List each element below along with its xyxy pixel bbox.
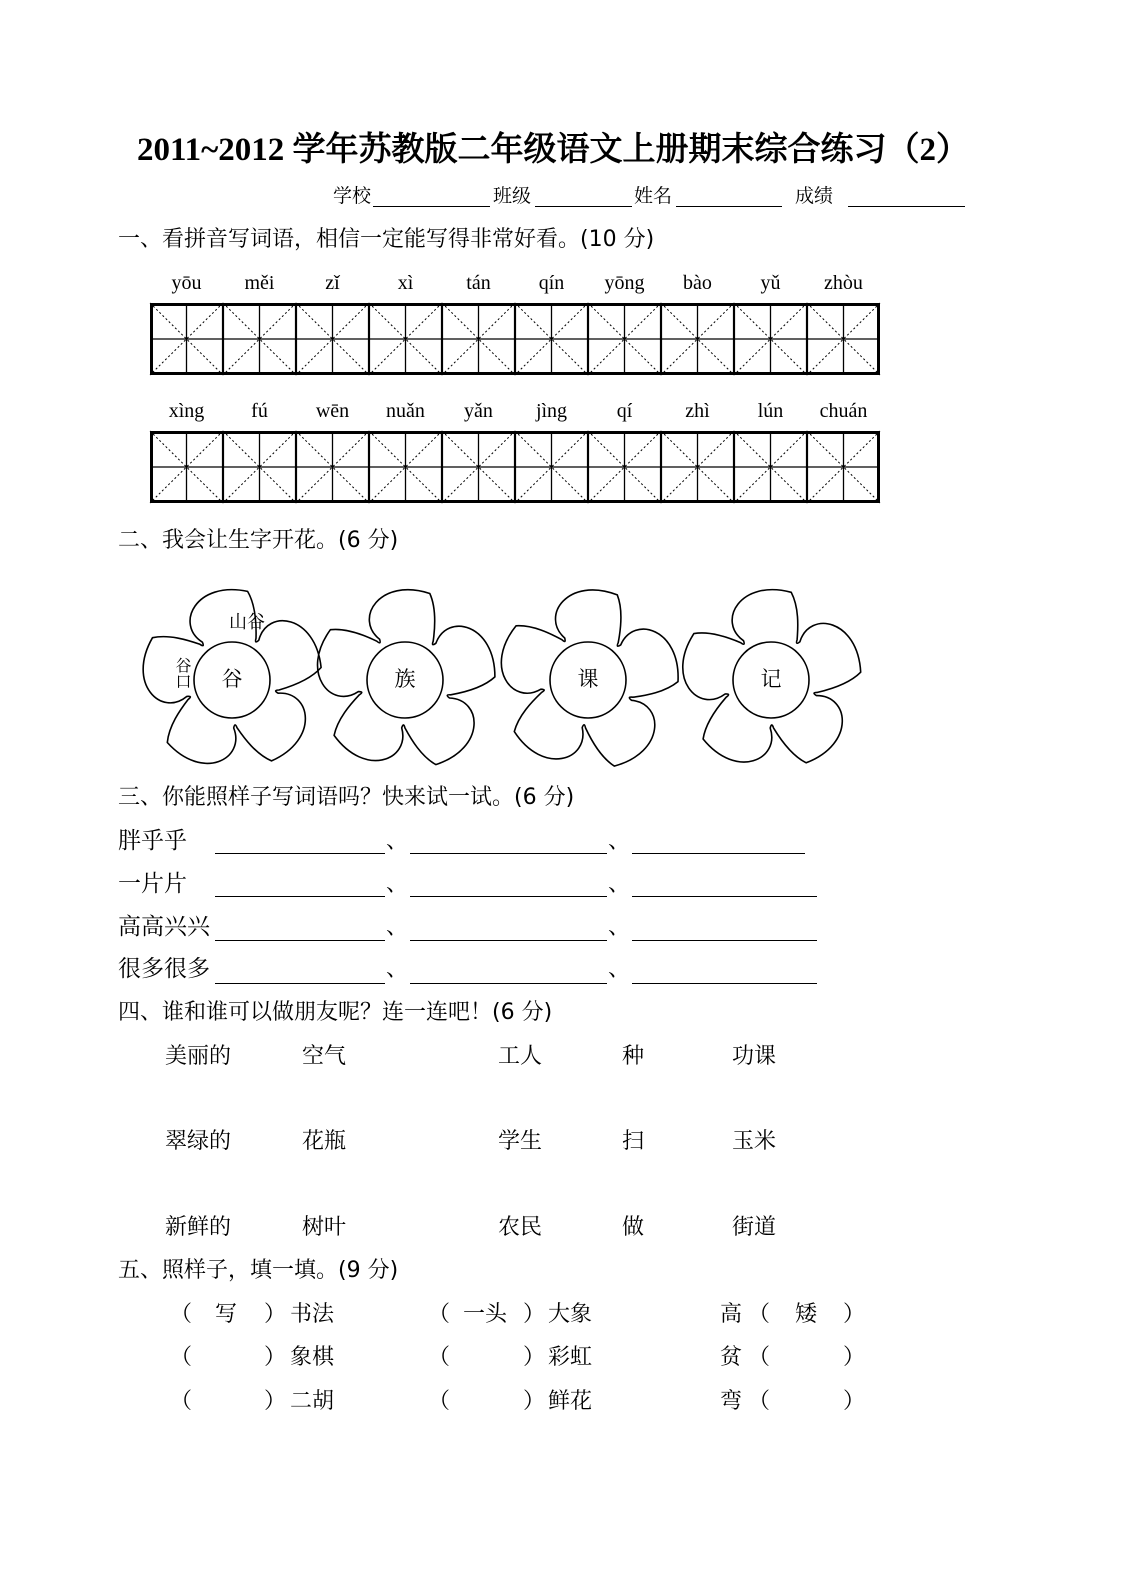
fill-answer-slot[interactable] [445,1347,525,1369]
pinyin-label: xì [397,272,414,294]
fill-answer-slot[interactable]: 写 [214,1302,237,1327]
grid-cell[interactable] [661,303,734,375]
grid-cell[interactable] [515,431,588,503]
match-object: 玉米 [732,1129,777,1154]
fill-answer-slot[interactable] [445,1391,525,1413]
bracket-close: ） [264,1302,287,1327]
section-2-heading: 二、我会让生字开花。(6 分) [118,528,399,553]
fill-word: 鲜花 [548,1389,593,1414]
pinyin-label: jìng [535,400,568,422]
answer-line[interactable] [632,983,817,984]
separator: 、 [608,915,631,940]
bracket-close: ） [843,1345,866,1370]
score-blank[interactable] [848,206,965,207]
example-word: 很多很多 [118,956,210,982]
fill-answer-slot[interactable] [776,1391,836,1413]
pinyin-label: qí [616,400,633,422]
section-3-heading: 三、你能照样子写词语吗？快来试一试。(6 分) [118,785,575,810]
bracket-close: ） [843,1389,866,1414]
separator: 、 [608,872,631,897]
answer-line[interactable] [215,983,385,984]
match-object: 街道 [732,1215,777,1240]
bracket-open: （ [428,1302,451,1327]
grid-cell[interactable] [661,431,734,503]
class-label: 班级 [493,185,532,207]
grid-cell[interactable] [807,431,880,503]
fill-word: 二胡 [290,1389,335,1414]
fill-prefix: 高 [720,1302,743,1327]
answer-line[interactable] [632,853,805,854]
pinyin-label: lún [757,400,784,422]
class-blank[interactable] [535,206,632,207]
grid-cell[interactable] [369,303,442,375]
separator: 、 [608,957,631,982]
bracket-close: ） [523,1389,546,1414]
name-label: 姓名 [634,185,673,207]
fill-answer-slot[interactable]: 一头 [462,1302,507,1327]
match-person: 工人 [498,1044,543,1069]
separator: 、 [386,915,409,940]
grid-cell[interactable] [807,303,880,375]
bracket-close: ） [523,1345,546,1370]
fill-answer-slot[interactable] [196,1347,256,1369]
example-word: 胖乎乎 [118,828,187,854]
separator: 、 [386,872,409,897]
grid-cell[interactable] [223,431,296,503]
pinyin-label: yōng [604,272,645,294]
separator: 、 [608,829,631,854]
bracket-open: （ [748,1345,771,1370]
answer-line[interactable] [410,853,607,854]
grid-cell[interactable] [442,431,515,503]
fill-answer-slot[interactable] [776,1347,836,1369]
pinyin-label: yǎn [464,400,493,422]
name-blank[interactable] [676,206,782,207]
fill-word: 彩虹 [548,1345,593,1370]
answer-line[interactable] [410,983,607,984]
writing-grid-2 [150,431,880,503]
pinyin-label: nuǎn [386,400,425,422]
section-1-heading: 一、看拼音写词语，相信一定能写得非常好看。(10 分) [118,227,655,252]
flower-center-char: 记 [760,667,782,691]
school-label: 学校 [333,185,372,207]
bracket-close: ） [523,1302,546,1327]
pinyin-label: tán [466,272,491,294]
match-adjective: 美丽的 [165,1044,232,1069]
match-adjective: 翠绿的 [165,1129,232,1154]
match-verb: 种 [622,1044,645,1069]
answer-line[interactable] [632,940,817,941]
section-4-heading: 四、谁和谁可以做朋友呢？连一连吧！(6 分) [118,1000,553,1025]
pinyin-label: chuán [819,400,868,422]
bracket-open: （ [748,1389,771,1414]
bracket-close: ） [264,1345,287,1370]
section-5-heading: 五、照样子，填一填。(9 分) [118,1258,399,1283]
bracket-open: （ [170,1345,193,1370]
bracket-open: （ [748,1302,771,1327]
separator: 、 [386,957,409,982]
flower-center-char: 课 [577,667,599,691]
bracket-open: （ [428,1389,451,1414]
answer-line[interactable] [215,853,385,854]
answer-line[interactable] [215,896,385,897]
worksheet-title: 2011~2012 学年苏教版二年级语文上册期末综合练习（2） [136,132,970,168]
pinyin-label: fú [251,400,268,422]
match-verb: 做 [622,1215,645,1240]
pinyin-label: zhòu [824,272,863,294]
pinyin-label: yōu [171,272,202,294]
answer-line[interactable] [632,896,817,897]
fill-prefix: 弯 [720,1389,743,1414]
pinyin-label: wēn [315,400,350,422]
match-noun: 花瓶 [302,1129,347,1154]
flower-example-word: 山谷 [229,612,265,633]
flower-center-char: 谷 [221,667,243,691]
grid-cell[interactable] [369,431,442,503]
pinyin-label: yǔ [760,272,781,294]
grid-cell[interactable] [223,303,296,375]
match-noun: 空气 [302,1044,347,1069]
answer-line[interactable] [410,940,607,941]
answer-line[interactable] [215,940,385,941]
fill-word: 书法 [290,1302,335,1327]
grid-cell[interactable] [150,303,223,375]
pinyin-label: zhì [685,400,710,422]
grid-cell[interactable] [734,303,807,375]
fill-word: 象棋 [290,1345,335,1370]
example-word: 高高兴兴 [118,914,210,940]
fill-word: 大象 [548,1302,593,1327]
grid-cell[interactable] [515,303,588,375]
match-noun: 树叶 [302,1215,347,1240]
separator: 、 [386,829,409,854]
score-label: 成绩 [795,185,834,207]
fill-answer-slot[interactable] [196,1391,256,1413]
bracket-open: （ [428,1345,451,1370]
pinyin-label: měi [244,272,275,294]
grid-cell[interactable] [296,431,369,503]
grid-cell[interactable] [734,431,807,503]
fill-answer-slot[interactable]: 矮 [794,1302,817,1327]
match-object: 功课 [732,1044,777,1069]
bracket-close: ） [264,1389,287,1414]
pinyin-label: xìng [168,400,205,422]
match-person: 农民 [498,1215,543,1240]
grid-cell[interactable] [150,431,223,503]
flower-center-char: 族 [394,667,416,691]
grid-cell[interactable] [588,303,661,375]
answer-line[interactable] [410,896,607,897]
school-blank[interactable] [373,206,490,207]
bracket-close: ） [843,1302,866,1327]
grid-cell[interactable] [296,303,369,375]
bracket-open: （ [170,1389,193,1414]
fill-prefix: 贫 [720,1345,743,1370]
match-person: 学生 [498,1129,543,1154]
bracket-open: （ [170,1302,193,1327]
grid-cell[interactable] [588,431,661,503]
grid-cell[interactable] [442,303,515,375]
pinyin-label: qín [538,272,565,294]
match-verb: 扫 [622,1129,645,1154]
pinyin-label: bào [683,272,712,294]
flower-example-word-vertical: 谷口 [173,657,192,689]
example-word: 一片片 [118,871,187,897]
match-adjective: 新鲜的 [165,1215,232,1240]
writing-grid-1 [150,303,880,375]
pinyin-label: zǐ [325,272,340,294]
